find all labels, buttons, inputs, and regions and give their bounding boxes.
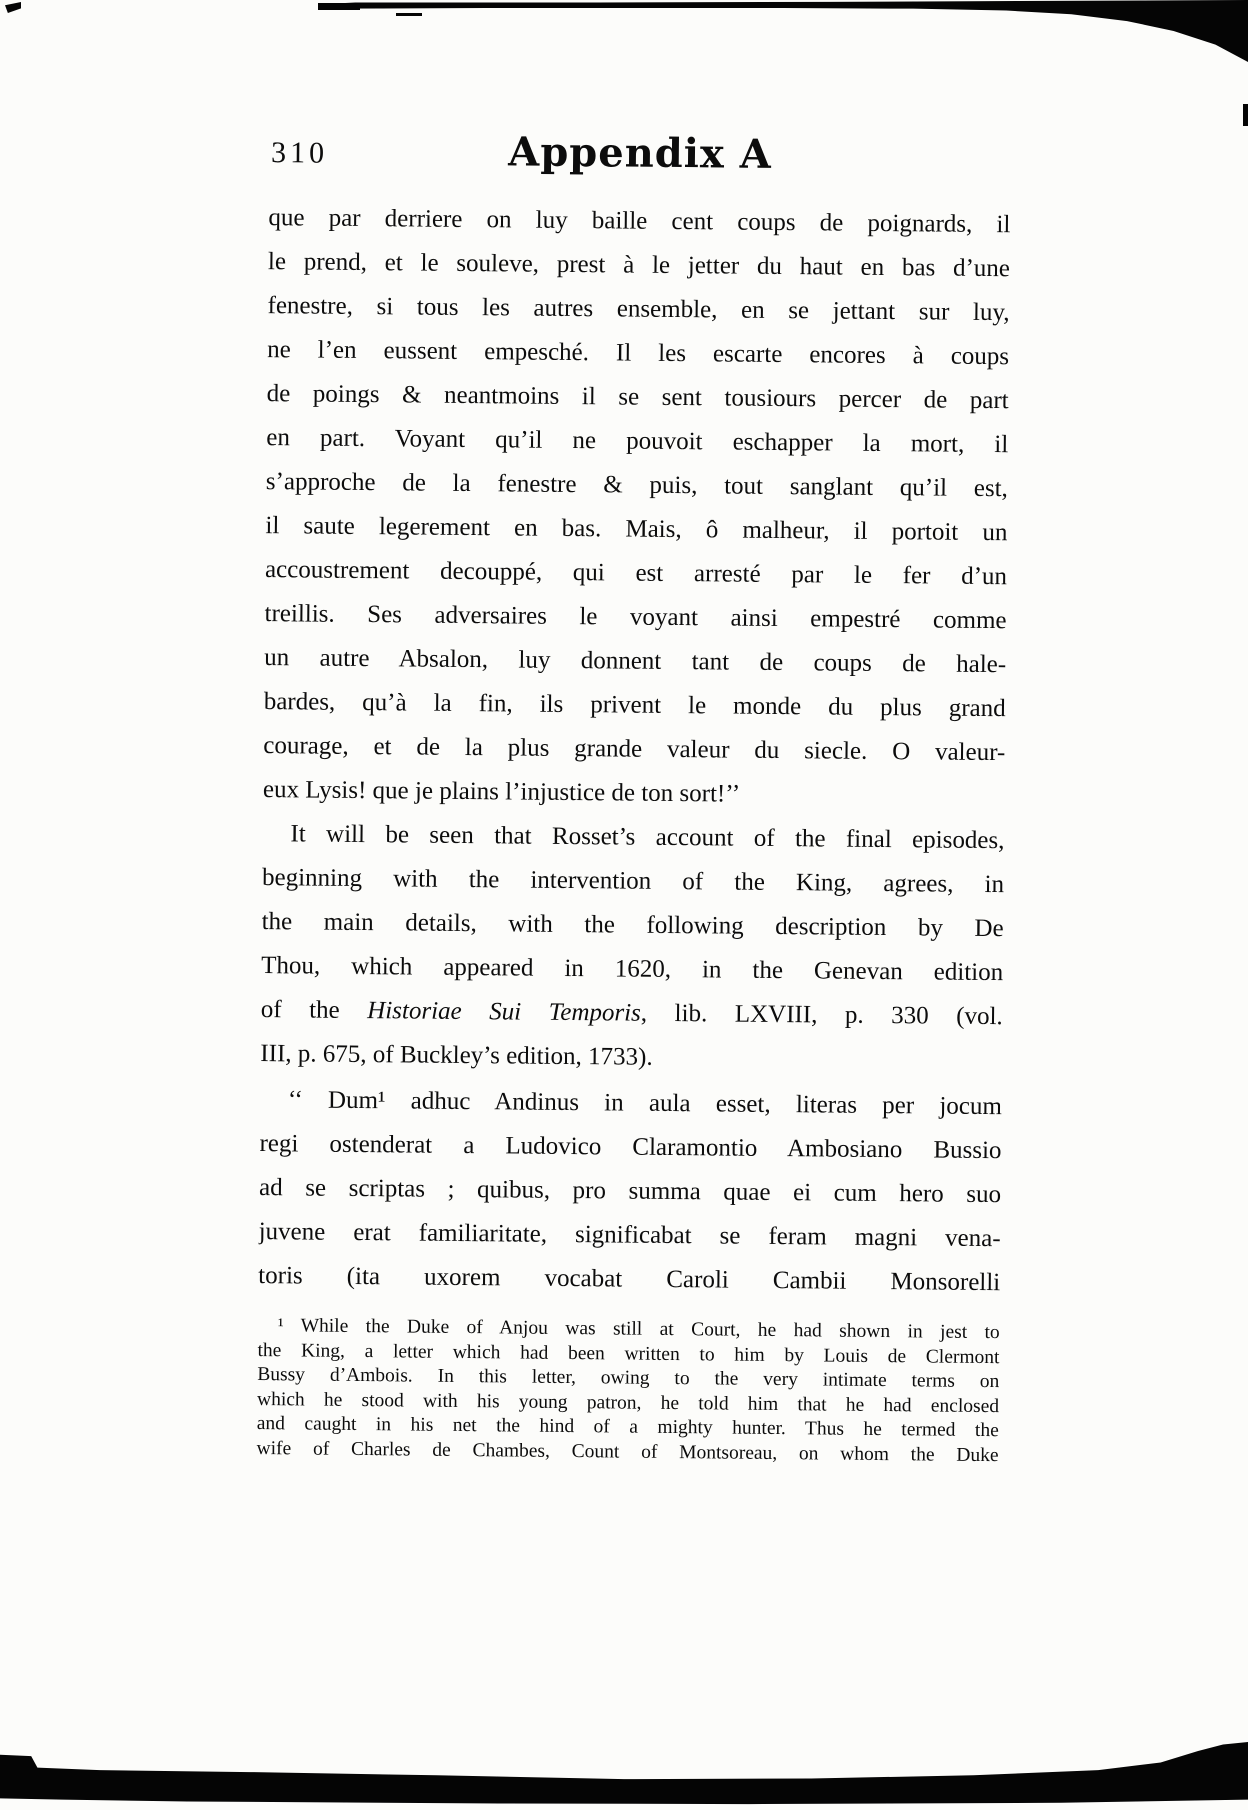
scan-artifact-top-blot [318, 3, 360, 10]
text-line: accoustrement decouppé, qui est arresté par le fer d’un [264, 556, 1008, 591]
footnote-line: ¹ While the Duke of Anjou was still at Court, he had shown in jest to [277, 1315, 1000, 1344]
scan-artifact-right-tick [1243, 104, 1248, 126]
text-line: the main details, with the following description by De [261, 908, 1004, 943]
text-line: un autre Absalon, luy donnent tant de coups de hale- [264, 644, 1007, 679]
text-line: le prend, et le souleve, prest à le jetter du haut en bas d’une [267, 248, 1011, 283]
text-line: courage, et de la plus grande valeur du siecle. O valeur- [263, 732, 1006, 767]
text-line: il saute legerement en bas. Mais, ô malheur, il portoit un [265, 512, 1008, 547]
footnote-line: Bussy d’Ambois. In this letter, owing to the very intimate terms on [257, 1364, 1000, 1393]
footnote-line: which he stood with his young patron, he told him that he had enclosed [256, 1388, 1000, 1417]
text-line: fenestre, si tous les autres ensemble, en se jettant sur luy, [267, 292, 1010, 327]
page-title: Appendix A [508, 128, 772, 178]
text-line: s’approche de la fenestre & puis, tout sanglant qu’il est, [265, 468, 1008, 503]
text-line: ‘‘ Dum¹ adhuc Andinus in aula esset, literas per jocum [287, 1086, 1003, 1121]
text-line: It will be seen that Rosset’s account of the final episodes, [290, 820, 1005, 855]
text-line: en part. Voyant qu’il ne pouvoit eschapper la mort, il [266, 424, 1009, 459]
page-header [269, 126, 1011, 187]
text-line: juvene erat familiaritate, significabat se feram magni vena- [258, 1218, 1001, 1253]
latin-quote-paragraph [258, 1078, 1002, 1305]
book-title-italic: Historiae Sui Temporis [367, 997, 641, 1027]
text-line: treillis. Ses adversaires le voyant ainsi empestré comme [264, 600, 1007, 635]
footnote-line: the King, a letter which had been written to him by Louis de Clermont [257, 1339, 1000, 1368]
text-segment: , lib. LXVIII, p. 330 (vol. [640, 999, 1003, 1031]
text-line: bardes, qu’à la fin, ils privent le monde du plus grand [263, 688, 1006, 723]
text-line: toris (ita uxorem vocabat Caroli Cambii Monsorelli [258, 1262, 1001, 1297]
footnote-line: and caught in his net the hind of a mighty hunter. Thus he termed the [256, 1413, 999, 1442]
text-line: III, p. 675, of Buckley’s edition, 1733). [260, 1040, 653, 1071]
text-line: de poings & neantmoins il se sent tousiours percer de part [266, 380, 1009, 415]
text-line: beginning with the intervention of the King, agrees, in [261, 864, 1005, 899]
footnote-block [256, 1314, 999, 1468]
page-number: 310 [270, 136, 329, 170]
text-line: que par derriere on luy baille cent coups de poignards, il [268, 204, 1011, 239]
text-segment: of the [260, 996, 368, 1025]
text-line-with-italic-title [261, 988, 1003, 1039]
text-line: Thou, which appeared in 1620, in the Genevan edition [261, 952, 1004, 987]
french-quote-paragraph [263, 196, 1011, 819]
text-line: ad se scriptas ; quibus, pro summa quae ei cum hero suo [258, 1174, 1002, 1209]
text-line: regi ostenderat a Ludovico Claramontio Ambosiano Bussio [259, 1130, 1002, 1165]
english-paragraph [260, 812, 1005, 1083]
text-line: ne l’en eussent empesché. Il les escarte encores à coups [267, 336, 1010, 371]
footnote-line: wife of Charles de Chambes, Count of Montsoreau, on whom the Duke [256, 1437, 999, 1466]
main-text-column [256, 196, 1010, 1468]
text-line: eux Lysis! que je plains l’injustice de ton sort!’’ [262, 776, 741, 808]
scan-artifact-top-dash [396, 13, 422, 16]
